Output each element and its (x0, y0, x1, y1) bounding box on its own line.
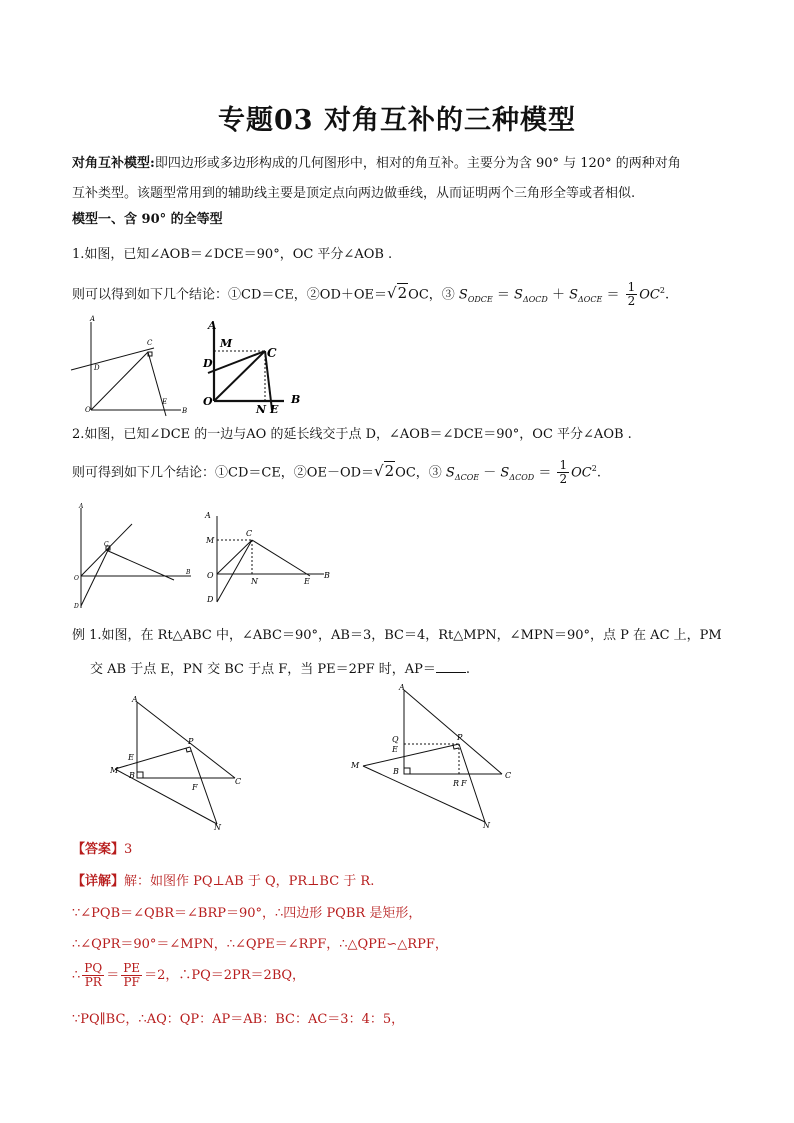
label-E: E (162, 398, 168, 406)
item1-conclusion-a: 则可以得到如下几个结论：①CD＝CE，②OD＋OE＝ (72, 287, 388, 303)
label-Q: Q (392, 735, 399, 744)
label-M: M (110, 766, 119, 775)
intro-lead: 对角互补模型: (72, 156, 155, 171)
label-E: E (128, 753, 134, 762)
figure-2a (66, 500, 196, 612)
item2-line-1: 2.如图，已知∠DCE 的一边与AO 的延长线交于点 D，∠AOB＝∠DCE＝90°，OC 平分∠AOB . (72, 427, 632, 442)
figure-3a (110, 690, 260, 830)
item1-line-1: 1.如图，已知∠AOB＝∠DCE＝90°，OC 平分∠AOB . (72, 247, 393, 262)
fraction-pe-pf: $\frac{PE}{PF}$ (123, 961, 141, 989)
label-B: B (324, 571, 330, 580)
label-C: C (246, 529, 253, 538)
page-title: 专题03 对角互补的三种模型 (218, 105, 576, 136)
label-C: C (505, 771, 512, 780)
label-A: A (208, 319, 217, 332)
item1-conclusion-b: OC，③ (408, 287, 455, 303)
label-N: N (256, 403, 267, 415)
label-N: N (214, 823, 221, 830)
fraction-one-half: $\frac{1}{2}$ (627, 280, 636, 309)
label-M: M (351, 761, 360, 770)
figure-2b (200, 510, 340, 610)
answer-label: 【答案】 (72, 842, 125, 857)
intro-text-1: 即四边形或多边形构成的几何图形中，相对的角互补。主要分为含 90° 与 120° 的两种对角 (154, 156, 681, 171)
label-E: E (270, 403, 279, 415)
label-A: A (399, 683, 405, 692)
answer-value: 3 (124, 842, 133, 857)
figure-3b (345, 682, 515, 830)
label-B: B (186, 569, 191, 576)
label-A: A (79, 503, 84, 510)
example-line-2: 交 AB 于点 E，PN 交 BC 于点 F，当 PE＝2PF 时，AP＝ . (90, 662, 471, 677)
item1-line-2: 则可以得到如下几个结论：①CD＝CE，②OD＋OE＝√2OC，③ $S_{ODCE} = S_{\Delta OCD} + S_{\Delta OCE}$ ＝ $\frac{1}{2}$ $OC^2$. (72, 280, 670, 309)
label-C: C (104, 541, 109, 548)
label-D: D (207, 595, 214, 604)
label-E: E (304, 577, 310, 586)
label-M: M (206, 536, 215, 545)
label-A: A (205, 511, 211, 520)
label-O: O (203, 395, 213, 408)
label-C: C (267, 346, 277, 360)
figure-1a (66, 312, 196, 420)
answer-line (72, 840, 132, 860)
label-N: N (483, 821, 490, 830)
solution-line-3: ∴∠QPR＝90°＝∠MPN，∴∠QPE＝∠RPF，∴△QPE∽△RPF， (72, 937, 448, 952)
label-F: F (192, 783, 198, 792)
label-R: R (453, 779, 460, 788)
solution-line-2: ∵∠PQB＝∠QBR＝∠BRP＝90°，∴四边形 PQBR 是矩形， (72, 906, 422, 921)
label-C: C (235, 777, 242, 786)
label-C: C (147, 339, 153, 347)
intro-line-2: 互补类型。该题型常用到的辅助线主要是顶定点向两边做垂线，从而证明两个三角形全等或者相似. (72, 186, 636, 201)
label-N: N (251, 577, 258, 586)
sqrt-symbol: √2 (387, 284, 408, 303)
label-O: O (85, 406, 91, 414)
item2-line-2: 则可得到如下几个结论：①CD＝CE，②OE－OD＝√2OC，③ $S_{\Delta COE} - S_{\Delta COD}$ ＝ $\frac{1}{2}$ $OC^2$. (72, 458, 601, 487)
solution-label: 【详解】 (72, 874, 125, 889)
label-F: F (461, 779, 467, 788)
label-B: B (291, 393, 301, 406)
label-O: O (74, 575, 79, 582)
example-line-1: 例 1.如图，在 Rt△ABC 中，∠ABC＝90°，AB＝3，BC＝4，Rt△MPN，∠MPN＝90°，点 P 在 AC 上，PM (72, 628, 722, 643)
label-P: P (188, 737, 194, 746)
label-B: B (129, 771, 135, 780)
label-B: B (393, 767, 399, 776)
label-B: B (182, 407, 188, 415)
solution-line-5: ∵PQ∥BC，∴AQ：QP：AP＝AB：BC：AC＝3：4：5， (72, 1012, 405, 1027)
solution-line-1: 【详解】解：如图作 PQ⊥AB 于 Q，PR⊥BC 于 R. (72, 874, 375, 889)
label-A: A (132, 695, 138, 704)
intro-line-1 (72, 154, 681, 174)
label-E: E (392, 745, 398, 754)
figure-1b (200, 315, 310, 415)
label-D: D (94, 364, 100, 372)
model-heading: 模型一、含 90° 的全等型 (72, 212, 223, 227)
sqrt-symbol: √2 (374, 462, 395, 481)
label-D: D (74, 603, 79, 610)
label-M: M (220, 337, 233, 350)
label-D: D (203, 357, 213, 370)
answer-blank (436, 660, 466, 673)
label-O: O (207, 571, 214, 580)
solution-line-4: ∴ $\frac{PQ}{PR}$ ＝ $\frac{PE}{PF}$ ＝2，∴PQ＝2PR＝2BQ， (72, 961, 306, 989)
fraction-one-half: $\frac{1}{2}$ (559, 458, 568, 487)
label-A: A (90, 315, 96, 323)
fraction-pq-pr: $\frac{PQ}{PR}$ (84, 961, 103, 989)
label-P: P (457, 733, 463, 742)
